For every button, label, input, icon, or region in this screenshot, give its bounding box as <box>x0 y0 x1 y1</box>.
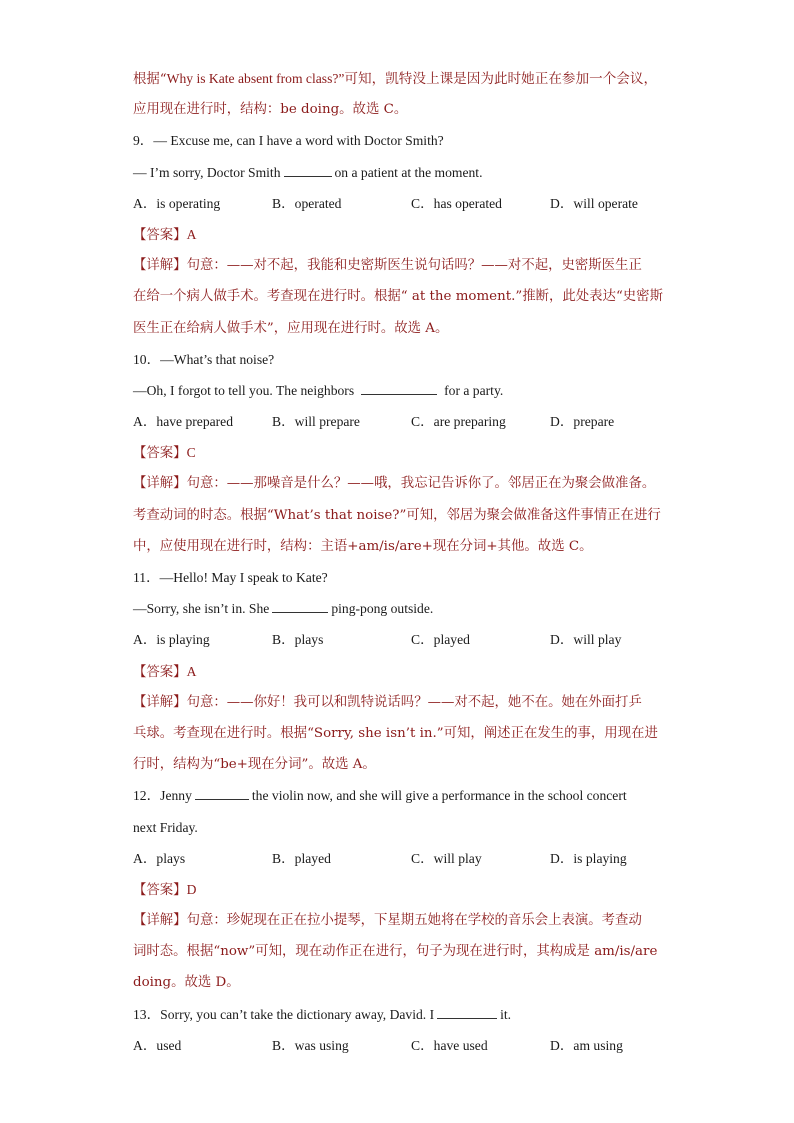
q9-option-d: D．will operate <box>550 195 638 211</box>
q11-option-a: A．is playing <box>133 632 210 648</box>
q9-stem-line-1: 9．— Excuse me, can I have a word with Doctor Smith? <box>133 133 444 149</box>
q12-detail-line-1: 【详解】句意：珍妮现在正在拉小提琴，下星期五她将在学校的音乐会上表演。考查动 <box>133 913 642 929</box>
q11-option-c: C．played <box>411 632 470 648</box>
q9-option-b: B．operated <box>272 195 342 211</box>
q9-option-c: C．has operated <box>411 195 502 211</box>
q9-answer: 【答案】A <box>133 226 197 243</box>
q13-option-a: A．used <box>133 1037 182 1053</box>
prev-detail-line-2: 应用现在进行时，结构：be doing。故选 C。 <box>133 102 408 118</box>
q11-answer: 【答案】A <box>133 663 197 680</box>
q13-options <box>133 1030 673 1061</box>
q10-option-c: C．are preparing <box>411 414 506 430</box>
q13-option-b: B．was using <box>272 1037 349 1053</box>
q9-detail-line-1: 【详解】句意：——对不起，我能和史密斯医生说句话吗？——对不起，史密斯医生正 <box>133 258 642 274</box>
q9-blank <box>284 164 332 177</box>
prev-detail-line-1: 根据“Why is Kate absent from class?”可知，凯特没上课是因为此时她正在参加一个会议， <box>133 71 658 87</box>
q11-detail-line-2: 乓球。考查现在进行时。根据“Sorry, she isn’t in.”可知，阐述正在发生的事，用现在进 <box>133 725 658 741</box>
q11-stem-line-2: —Sorry, she isn’t in. She ping-pong outside. <box>133 601 434 617</box>
q10-option-d: D．prepare <box>550 414 615 430</box>
q10-option-a: A．have prepared <box>133 414 234 430</box>
q11-option-d: D．will play <box>550 632 622 648</box>
q11-option-b: B．plays <box>272 632 324 648</box>
q10-detail-line-1: 【详解】句意：——那噪音是什么？——哦，我忘记告诉你了。邻居正在为聚会做准备。 <box>133 476 656 492</box>
q10-stem-line-1: 10．—What’s that noise? <box>133 351 275 367</box>
q12-option-d: D．is playing <box>550 850 627 866</box>
q9-detail-line-2: 在给一个病人做手术。考查现在进行时。根据“ at the moment.”推断，此处表达“史密斯 <box>133 289 663 305</box>
q13-stem-line-1: 13．Sorry, you can’t take the dictionary away, David. I it. <box>133 1006 512 1022</box>
q9-option-a: A．is operating <box>133 195 221 211</box>
q12-answer: 【答案】D <box>133 881 197 898</box>
q11-detail-line-3: 行时，结构为“be+现在分词”。故选 A。 <box>133 757 376 773</box>
q12-options <box>133 843 673 874</box>
q11-options <box>133 624 673 655</box>
q13-blank <box>437 1006 497 1019</box>
q13-option-d: D．am using <box>550 1037 623 1053</box>
q13-option-c: C．have used <box>411 1037 488 1053</box>
q10-options <box>133 406 673 437</box>
q12-option-a: A．plays <box>133 850 186 866</box>
q9-options <box>133 188 673 219</box>
document-page <box>133 63 673 1061</box>
q10-detail-line-2: 考查动词的时态。根据“What’s that noise?”可知，邻居为聚会做准备这件事情正在进行 <box>133 507 661 523</box>
q10-option-b: B．will prepare <box>272 414 360 430</box>
q11-stem-line-1: 11．—Hello! May I speak to Kate? <box>133 570 328 585</box>
q10-answer: 【答案】C <box>133 445 196 462</box>
q12-detail-line-3: doing。故选 D。 <box>133 975 240 991</box>
q12-option-b: B．played <box>272 850 331 866</box>
q10-detail-line-3: 中，应使用现在进行时，结构：主语+am/is/are+现在分词+其他。故选 C。 <box>133 538 593 554</box>
q12-blank <box>195 787 249 800</box>
q9-detail-line-3: 医生正在给病人做手术”，应用现在进行时。故选 A。 <box>133 320 449 336</box>
q11-blank <box>272 600 328 613</box>
q10-stem-line-2: —Oh, I forgot to tell you. The neighbors for a party. <box>133 382 504 398</box>
q11-detail-line-1: 【详解】句意：——你好！我可以和凯特说话吗？——对不起，她不在。她在外面打乒 <box>133 694 642 710</box>
q9-stem-line-2: — I’m sorry, Doctor Smith on a patient at the moment. <box>133 164 483 180</box>
q12-stem-line-2: next Friday. <box>133 819 198 835</box>
q12-option-c: C．will play <box>411 850 482 866</box>
q12-stem-line-1: 12．Jenny the violin now, and she will give a performance in the school concert <box>133 788 627 804</box>
q12-detail-line-2: 词时态。根据“now”可知，现在动作正在进行，句子为现在进行时，其构成是 am/is/are <box>133 944 658 960</box>
q10-blank <box>361 382 437 395</box>
